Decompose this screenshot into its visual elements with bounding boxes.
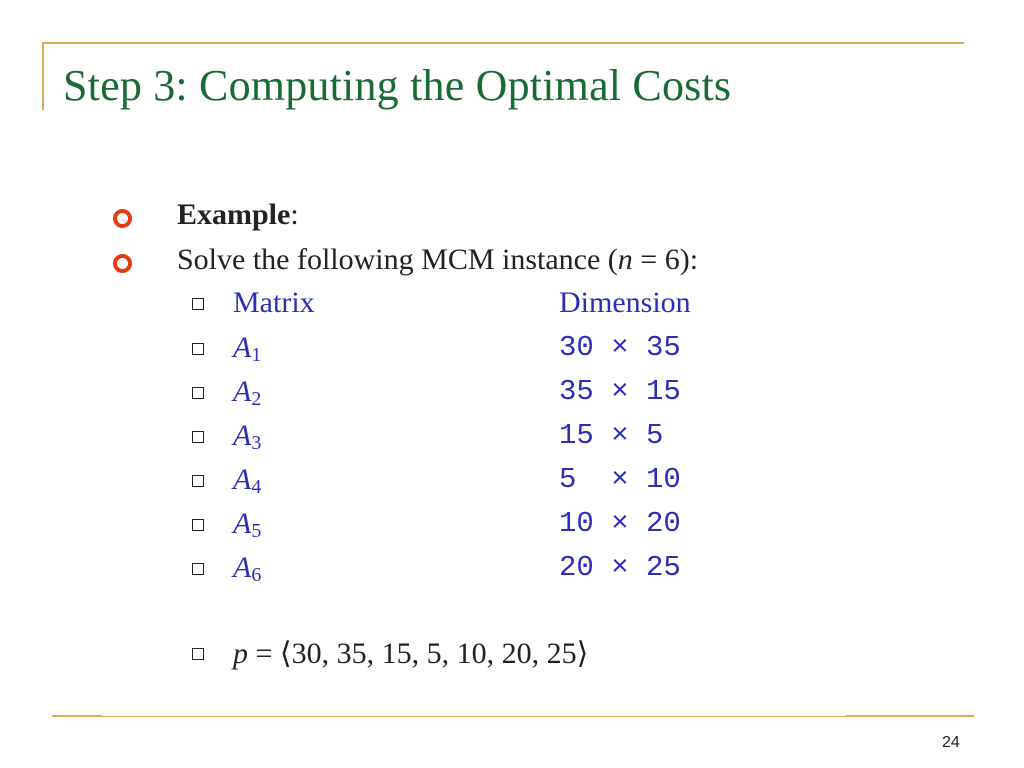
footer-line-left (52, 715, 102, 717)
p-sequence-text (233, 636, 588, 671)
bullet-instance-text (177, 243, 698, 277)
footer-line-right (846, 715, 974, 717)
square-bullet-icon (192, 519, 204, 531)
square-bullet-icon (192, 563, 204, 575)
table-header-row (192, 286, 792, 326)
matrix-name (233, 331, 261, 365)
matrix-row (192, 331, 792, 371)
square-bullet-icon (192, 431, 204, 443)
matrix-dimension: 20 × 25 (559, 551, 681, 584)
matrix-letter: A (233, 551, 252, 584)
matrix-subscript: 4 (251, 476, 262, 498)
matrix-subscript: 5 (251, 520, 262, 542)
header-matrix: Matrix (233, 286, 315, 319)
bullet-example-bold: Example (177, 198, 291, 231)
matrix-subscript: 3 (251, 432, 262, 454)
p-equals: = (248, 637, 280, 670)
circle-bullet-icon (113, 254, 132, 273)
bullet-example-text (177, 198, 299, 232)
p-sequence-row (192, 636, 792, 676)
matrix-name (233, 419, 261, 453)
matrix-subscript: 1 (251, 344, 262, 366)
square-bullet-icon (192, 343, 204, 355)
matrix-letter: A (233, 375, 252, 408)
matrix-row (192, 551, 792, 591)
matrix-subscript: 6 (251, 564, 262, 586)
page-number: 24 (942, 734, 960, 751)
matrix-row (192, 463, 792, 503)
p-values: ⟨30, 35, 15, 5, 10, 20, 25⟩ (279, 637, 589, 670)
matrix-row (192, 419, 792, 459)
matrix-dimension: 30 × 35 (559, 331, 681, 364)
matrix-dimension: 35 × 15 (559, 375, 681, 408)
frame-top-line (42, 42, 964, 44)
bullet-instance-n: n (617, 243, 633, 276)
matrix-dimension: 15 × 5 (559, 419, 664, 452)
square-bullet-icon (192, 387, 204, 399)
square-bullet-icon (192, 298, 204, 310)
header-dimension: Dimension (559, 286, 691, 319)
matrix-name (233, 551, 261, 585)
slide-title: Step 3: Computing the Optimal Costs (63, 61, 732, 110)
matrix-name (233, 463, 261, 497)
matrix-subscript: 2 (251, 388, 262, 410)
matrix-row (192, 375, 792, 415)
matrix-letter: A (233, 507, 252, 540)
matrix-dimension: 5 × 10 (559, 463, 681, 496)
matrix-letter: A (233, 331, 252, 364)
circle-bullet-icon (113, 209, 132, 228)
matrix-row (192, 507, 792, 547)
frame-left-line (42, 42, 44, 110)
p-variable: p (233, 637, 248, 670)
bullet-instance-suffix: = 6): (632, 243, 699, 276)
square-bullet-icon (192, 475, 204, 487)
matrix-letter: A (233, 419, 252, 452)
matrix-letter: A (233, 463, 252, 496)
bullet-example-colon: : (290, 198, 299, 231)
matrix-dimension: 10 × 20 (559, 507, 681, 540)
matrix-name (233, 375, 261, 409)
footer-line-main (102, 716, 846, 717)
matrix-name (233, 507, 261, 541)
bullet-instance-prefix: Solve the following MCM instance ( (177, 243, 618, 276)
square-bullet-icon (192, 648, 204, 660)
